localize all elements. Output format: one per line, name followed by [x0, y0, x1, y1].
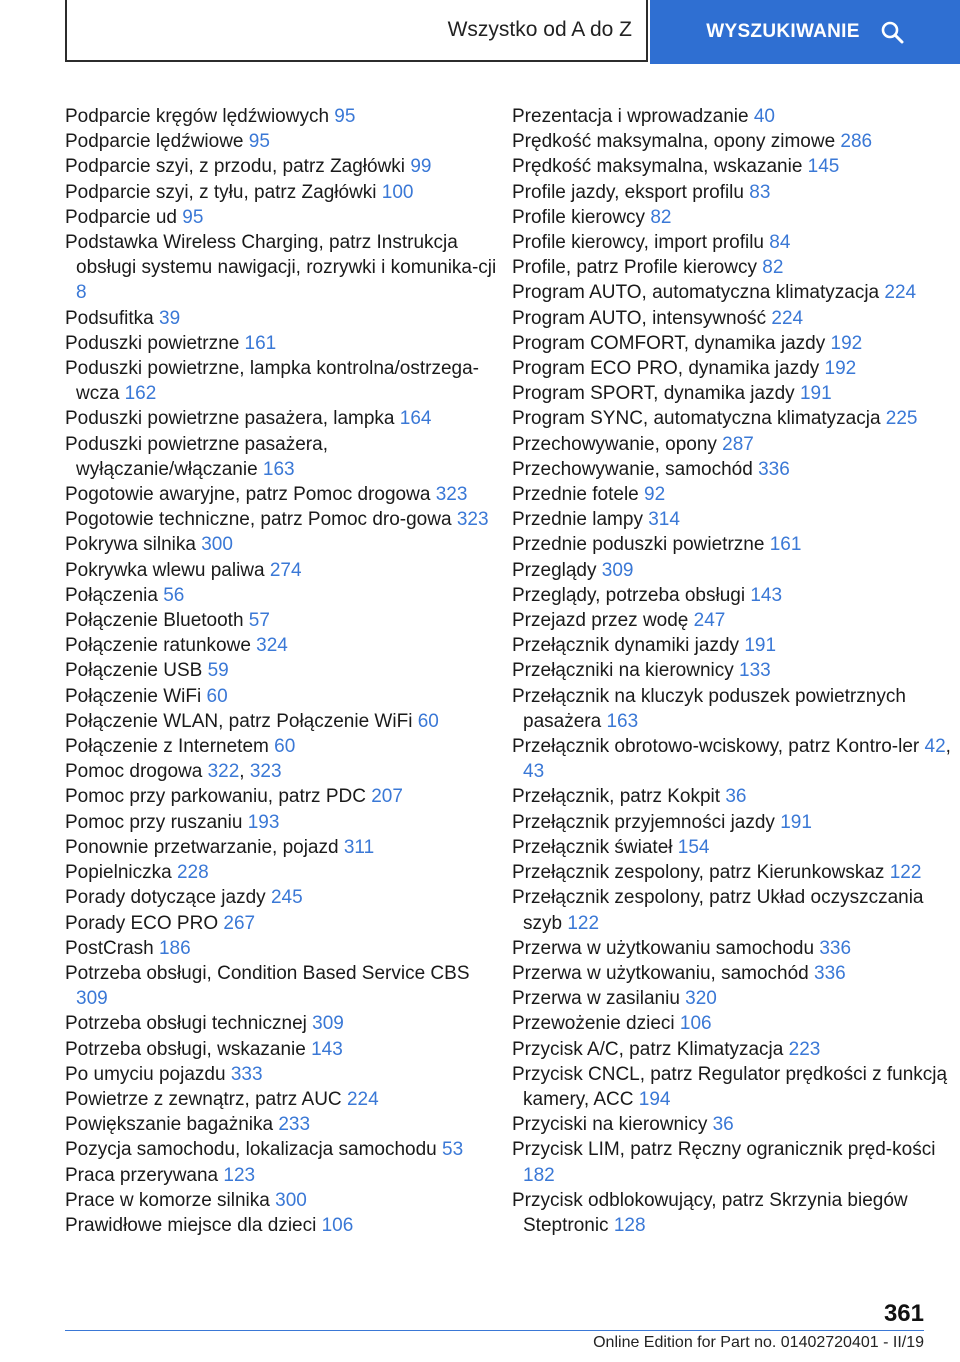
index-entry — [65, 835, 505, 860]
page-link[interactable]: 320 — [685, 988, 717, 1010]
index-entry — [65, 684, 505, 709]
page-link[interactable]: 333 — [230, 1063, 263, 1085]
page-link[interactable]: 123 — [223, 1164, 256, 1186]
index-entry-text: Połączenie Bluetooth — [65, 610, 249, 632]
page-link[interactable]: 59 — [207, 660, 229, 682]
index-entry-text: Przełącznik zespolony, patrz Układ oczyszczania szyb — [512, 887, 924, 934]
page-link[interactable]: 122 — [567, 912, 600, 934]
index-entry-text: Przewożenie dzieci — [512, 1013, 680, 1035]
index-entry — [65, 633, 505, 658]
index-entry — [512, 205, 952, 230]
index-entry — [65, 482, 505, 507]
index-entry-text: Połączenie WLAN, patrz Połączenie WiFi — [65, 710, 418, 732]
index-entry-text: Pomoc przy ruszaniu — [65, 811, 248, 833]
index-entry — [65, 658, 505, 683]
index-entry-text: Przycisk odblokowujący, patrz Skrzynia biegów Steptronic — [512, 1189, 908, 1236]
index-entry — [512, 961, 952, 986]
index-entry — [65, 709, 505, 734]
index-entry-text: Podparcie szyi, z przodu, patrz Zagłówki — [65, 156, 411, 178]
index-entry-text: Przerwa w zasilaniu — [512, 988, 686, 1010]
page-link[interactable]: 182 — [523, 1164, 555, 1186]
index-entry-text: Przełącznik zespolony, patrz Kierunkowskaz — [512, 862, 890, 884]
index-entry-text: Połączenie z Internetem — [65, 736, 275, 758]
index-entry — [65, 432, 505, 482]
page-number: 361 — [883, 1300, 924, 1327]
page-link[interactable]: 82 — [762, 257, 784, 279]
index-entry — [512, 1062, 952, 1112]
index-entry-text: Przycisk CNCL, patrz Regulator prędkości z funkcją kamery, ACC — [512, 1063, 948, 1110]
index-entry — [65, 911, 505, 936]
index-entry-text: Prawidłowe miejsce dla dzieci — [65, 1214, 322, 1236]
index-entry-text: Profile jazdy, eksport profilu — [512, 181, 750, 203]
index-entry — [512, 1112, 952, 1137]
index-entry-text: Poduszki powietrzne pasażera, wyłączanie/włączanie — [65, 433, 328, 480]
index-entry — [65, 331, 505, 356]
index-entry — [512, 784, 952, 809]
page-link[interactable]: 163 — [606, 710, 639, 732]
index-entry — [65, 205, 505, 230]
index-entry — [512, 558, 952, 583]
index-entry-text: Potrzeba obsługi technicznej — [65, 1013, 313, 1035]
index-entry — [65, 1163, 505, 1188]
index-entry — [512, 104, 952, 129]
index-entry-text: Program COMFORT, dynamika jazdy — [512, 332, 831, 354]
index-entry — [65, 1087, 505, 1112]
index-entry — [65, 306, 505, 331]
index-entry-text: Przednie fotele — [512, 484, 645, 506]
index-entry — [512, 356, 952, 381]
index-entry-text: Profile kierowcy, import profilu — [512, 232, 770, 254]
index-entry-text: Prezentacja i wprowadzanie — [512, 106, 754, 127]
index-entry-text: Przycisk A/C, patrz Klimatyzacja — [512, 1038, 789, 1060]
index-entry-text: Podparcie szyi, z tyłu, patrz Zagłówki — [65, 181, 382, 203]
index-entry-text: Powiększanie bagażnika — [65, 1114, 279, 1136]
index-entry — [512, 129, 952, 154]
index-entry — [512, 860, 952, 885]
header-tabs — [65, 0, 960, 64]
index-entry — [512, 1011, 952, 1036]
index-entry — [65, 810, 505, 835]
page-link[interactable]: 99 — [410, 156, 432, 178]
index-entry-text: Prędkość maksymalna, wskazanie — [512, 156, 808, 178]
page-link[interactable]: 82 — [650, 206, 672, 228]
index-entry — [65, 1037, 505, 1062]
page-link[interactable]: 106 — [679, 1013, 712, 1035]
page-link[interactable]: 336 — [814, 962, 846, 984]
page-link[interactable]: 233 — [278, 1114, 311, 1136]
index-entry-text: Prace w komorze silnika — [65, 1189, 276, 1211]
index-entry-text: Profile kierowcy — [512, 206, 651, 228]
page-link[interactable]: 164 — [399, 408, 432, 430]
index-entry — [65, 1062, 505, 1087]
index-entry-text: Przechowywanie, samochód — [512, 458, 759, 480]
index-entry — [65, 154, 505, 179]
index-entry — [512, 810, 952, 835]
page-link[interactable]: 60 — [274, 736, 296, 758]
page-link[interactable]: 92 — [644, 484, 666, 506]
index-entry — [65, 860, 505, 885]
index-entry — [512, 936, 952, 961]
index-entry-text: Program AUTO, intensywność — [512, 307, 772, 329]
tab-all-a-to-z-label: Wszystko od A do Z — [447, 18, 632, 41]
index-entry-text: Poduszki powietrzne — [65, 332, 245, 354]
page-link[interactable]: 95 — [334, 106, 356, 127]
page-link[interactable]: 145 — [807, 156, 840, 178]
page-link[interactable]: 60 — [417, 710, 439, 732]
index-entry — [65, 1188, 505, 1213]
index-entry-text: Przeglądy, potrzeba obsługi — [512, 584, 751, 606]
index-entry — [65, 356, 505, 406]
tab-all-a-to-z[interactable] — [65, 0, 648, 62]
index-entry — [512, 1188, 952, 1238]
index-entry-text: Prędkość maksymalna, opony zimowe — [512, 131, 841, 153]
index-entry — [512, 180, 952, 205]
index-entry-text: Po umyciu pojazdu — [65, 1063, 231, 1085]
edition-note: Online Edition for Part no. 01402720401 - II/19 — [593, 1334, 924, 1351]
page-link[interactable]: 245 — [270, 887, 303, 909]
page-link[interactable]: 192 — [830, 332, 863, 354]
page-link[interactable]: 267 — [223, 912, 256, 934]
index-entry — [512, 381, 952, 406]
page-link[interactable]: 8 — [76, 282, 87, 304]
index-entry-text: Porady dotyczące jazdy — [65, 887, 271, 909]
page-link[interactable]: 314 — [648, 509, 680, 531]
page-link[interactable]: 224 — [771, 307, 804, 329]
index-entry — [512, 306, 952, 331]
index-column-right — [512, 104, 952, 1238]
page-link[interactable]: 161 — [244, 332, 277, 354]
page-link[interactable]: 228 — [176, 862, 209, 884]
page-link[interactable]: 39 — [159, 307, 181, 329]
index-entry — [512, 507, 952, 532]
page-link[interactable]: 322 — [207, 761, 240, 783]
index-entry-text: Pogotowie awaryjne, patrz Pomoc drogowa — [65, 484, 436, 506]
tab-search-label: WYSZUKIWANIE — [706, 21, 860, 42]
page-link[interactable]: 84 — [769, 232, 791, 254]
index-entry-text: Pozycja samochodu, lokalizacja samochodu — [65, 1139, 443, 1161]
index-entry-text: Praca przerywana — [65, 1164, 224, 1186]
index-entry-text: Pokrywa silnika — [65, 534, 202, 556]
tab-search[interactable] — [650, 0, 960, 64]
index-entry — [65, 532, 505, 557]
index-entry-text: Podparcie kręgów lędźwiowych — [65, 106, 335, 127]
page-link[interactable]: 287 — [722, 433, 754, 455]
index-entry: Przełącznik obrotowo-wciskowy, patrz Kontro‐ler 42, 43 — [512, 736, 951, 783]
page-link[interactable]: 311 — [343, 836, 375, 858]
index-entry-text: PostCrash — [65, 937, 159, 959]
index-entry — [512, 684, 952, 734]
page-link[interactable]: 309 — [601, 559, 634, 581]
page-link[interactable]: 309 — [312, 1013, 344, 1035]
index-entry — [512, 255, 952, 280]
page-link[interactable]: 207 — [371, 786, 403, 808]
index-entry — [65, 885, 505, 910]
page-link[interactable]: 162 — [124, 383, 157, 405]
index-entry — [512, 331, 952, 356]
index-entry-text: Pomoc przy parkowaniu, patrz PDC — [65, 786, 372, 808]
index-entry-text: Podstawka Wireless Charging, patrz Instrukcja obsługi systemu nawigacji, rozrywki i komunika‐cji — [65, 232, 497, 279]
index-entry-text: Pomoc drogowa — [65, 761, 208, 783]
page-link[interactable]: 191 — [780, 811, 812, 833]
index-entry — [512, 457, 952, 482]
index-entry — [512, 482, 952, 507]
page-link[interactable]: 143 — [750, 584, 783, 606]
index-entry: Pomoc drogowa 322, 323 — [65, 761, 282, 783]
page-link[interactable]: 60 — [206, 685, 228, 707]
footer-divider — [65, 1330, 924, 1331]
page-link[interactable]: 323 — [249, 761, 282, 783]
index-entry-text: Połączenie USB — [65, 660, 208, 682]
index-entry-text: Porady ECO PRO — [65, 912, 224, 934]
index-entry — [512, 986, 952, 1011]
index-entry — [65, 104, 505, 129]
index-entry-text: Przerwa w użytkowaniu, samochód — [512, 962, 815, 984]
index-entry — [512, 1037, 952, 1062]
index-entry-text: Podparcie lędźwiowe — [65, 131, 249, 153]
index-entry-text: Profile, patrz Profile kierowcy — [512, 257, 763, 279]
page-link[interactable]: 95 — [182, 206, 204, 228]
index-entry — [65, 129, 505, 154]
index-entry — [512, 885, 952, 935]
page-link[interactable]: 286 — [840, 131, 873, 153]
index-entry — [512, 532, 952, 557]
index-entry — [512, 608, 952, 633]
index-entry — [65, 230, 505, 306]
index-entry-text: Przełącznik na kluczyk poduszek powietrznych pasażera — [512, 685, 906, 732]
index-entry-text: Przełącznik świateł — [512, 836, 678, 858]
page-link[interactable]: 36 — [712, 1114, 734, 1136]
index-entry-text: Przełącznik, patrz Kokpit — [512, 786, 726, 808]
index-entry-text: Przełącznik obrotowo-wciskowy, patrz Kontro‐ler — [512, 736, 925, 758]
index-entry — [65, 180, 505, 205]
index-entry — [65, 734, 505, 759]
index-entry-text: Ponownie przetwarzanie, pojazd — [65, 836, 344, 858]
page-link[interactable]: 43 — [523, 761, 545, 783]
page-link[interactable]: 223 — [788, 1038, 821, 1060]
index-entry-text: Przełącznik dynamiki jazdy — [512, 635, 745, 657]
index-entry-text: Połączenia — [65, 584, 164, 606]
index-entry-text: Popielniczka — [65, 862, 177, 884]
page-link[interactable]: 100 — [381, 181, 414, 203]
page-link[interactable]: 57 — [248, 610, 270, 632]
page-link[interactable]: 53 — [442, 1139, 464, 1161]
page-link[interactable]: 106 — [321, 1214, 354, 1236]
index-entry-text: Program SPORT, dynamika jazdy — [512, 383, 800, 405]
index-entry — [65, 1213, 505, 1238]
index-entry-text: Przełącznik przyjemności jazdy — [512, 811, 781, 833]
page-link[interactable]: 83 — [749, 181, 771, 203]
index-entry-text: Program AUTO, automatyczna klimatyzacja — [512, 282, 885, 304]
index-entry-text: Program SYNC, automatyczna klimatyzacja — [512, 408, 886, 430]
page-link[interactable]: 323 — [435, 484, 468, 506]
index-entry-text: Pokrywka wlewu paliwa — [65, 559, 270, 581]
index-entry-text: Podsufitka — [65, 307, 159, 329]
index-entry-text: Potrzeba obsługi, wskazanie — [65, 1038, 312, 1060]
page-link[interactable]: 143 — [311, 1038, 343, 1060]
index-entry — [512, 633, 952, 658]
page-link[interactable]: 194 — [638, 1088, 671, 1110]
search-icon — [880, 20, 904, 44]
page-link[interactable]: 225 — [885, 408, 918, 430]
index-entry-text: Poduszki powietrzne, lampka kontrolna/ostrzega‐wcza — [65, 358, 479, 405]
page-link[interactable]: 309 — [76, 988, 108, 1010]
index-entry-text: Przyciski na kierownicy — [512, 1114, 713, 1136]
index-entry-text: Pogotowie techniczne, patrz Pomoc dro‐gowa — [65, 509, 457, 531]
page-link[interactable]: 192 — [824, 358, 857, 380]
index-entry — [512, 432, 952, 457]
page-link[interactable]: 186 — [158, 937, 191, 959]
page-link[interactable]: 133 — [739, 660, 771, 682]
index-entry — [65, 406, 505, 431]
index-entry — [512, 583, 952, 608]
index-entry-text: Przednie lampy — [512, 509, 649, 531]
page-link[interactable]: 191 — [744, 635, 777, 657]
index-entry — [65, 583, 505, 608]
index-entry-text: Przerwa w użytkowaniu samochodu — [512, 937, 820, 959]
index-entry — [65, 608, 505, 633]
index-entry-text: Połączenie ratunkowe — [65, 635, 257, 657]
index-entry-text: Przycisk LIM, patrz Ręczny ogranicznik pręd‐kości — [512, 1139, 936, 1161]
page-link[interactable]: 300 — [201, 534, 233, 556]
page-link[interactable]: 274 — [269, 559, 302, 581]
index-entry-text: Przeglądy — [512, 559, 602, 581]
index-entry-text: Program ECO PRO, dynamika jazdy — [512, 358, 825, 380]
index-entry — [65, 961, 505, 1011]
index-entry — [512, 406, 952, 431]
index-entry — [512, 658, 952, 683]
page-link[interactable]: 42 — [924, 736, 946, 758]
page-link[interactable]: 40 — [753, 106, 775, 127]
page-link[interactable]: 128 — [613, 1214, 646, 1236]
page-link[interactable]: 56 — [163, 584, 185, 606]
index-entry-text: Potrzeba obsługi, Condition Based Service CBS — [65, 962, 470, 984]
index-entry — [512, 280, 952, 305]
page-link[interactable]: 323 — [456, 509, 489, 531]
index-column-left — [65, 104, 505, 1238]
index-entry — [512, 835, 952, 860]
index-entry — [65, 1137, 505, 1162]
index-entry — [512, 1137, 952, 1187]
index-entry-text: Połączenie WiFi — [65, 685, 207, 707]
index-entry-text: Poduszki powietrzne pasażera, lampka — [65, 408, 400, 430]
index-entry-text: Przechowywanie, opony — [512, 433, 723, 455]
index-entry-text: Przednie poduszki powietrzne — [512, 534, 770, 556]
index-entry — [512, 230, 952, 255]
index-entry-text: Powietrze z zewnątrz, patrz AUC — [65, 1088, 347, 1110]
index-entry — [512, 154, 952, 179]
page-link[interactable]: 224 — [346, 1088, 379, 1110]
page-link[interactable]: 300 — [275, 1189, 307, 1211]
page-link[interactable]: 154 — [677, 836, 710, 858]
page-link[interactable]: 122 — [889, 862, 922, 884]
page-link[interactable]: 95 — [248, 131, 270, 153]
page-link[interactable]: 163 — [262, 458, 295, 480]
index-entry — [65, 1112, 505, 1137]
index-entry — [65, 1011, 505, 1036]
index-entry — [65, 558, 505, 583]
page-link[interactable]: 324 — [256, 635, 288, 657]
index-entry-text: Przełączniki na kierownicy — [512, 660, 740, 682]
page-link[interactable]: 36 — [725, 786, 747, 808]
page-link[interactable]: 336 — [819, 937, 852, 959]
index-entry — [65, 936, 505, 961]
index-entry-text: Przejazd przez wodę — [512, 610, 694, 632]
page-link[interactable]: 193 — [247, 811, 280, 833]
page-link[interactable]: 247 — [693, 610, 726, 632]
page-link[interactable]: 161 — [769, 534, 802, 556]
page-link[interactable]: 191 — [799, 383, 832, 405]
page-link[interactable]: 336 — [758, 458, 790, 480]
index-entry-text: Podparcie ud — [65, 206, 183, 228]
index-entry — [65, 784, 505, 809]
index-entry — [65, 507, 505, 532]
page-link[interactable]: 224 — [884, 282, 917, 304]
